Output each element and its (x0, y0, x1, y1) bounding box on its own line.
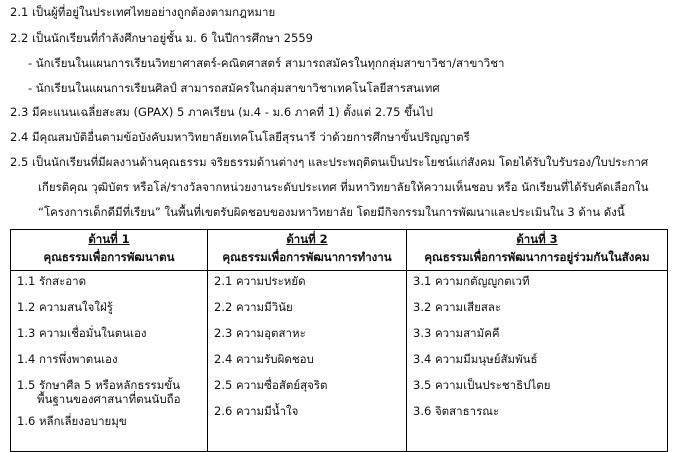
criterion-2-2: 2.2 เป็นนักเรียนที่กำลังศึกษาอยู่ชั้น ม. 6 ในปีการศึกษา 2559 (10, 31, 313, 45)
criterion-2-3: 2.3 มีคะแนนเฉลี่ยสะสม (GPAX) 5 ภาคเรียน (ม.4 - ม.6 ภาคที่ 1) ตั้งแต่ 2.75 ขึ้นไป (10, 105, 433, 119)
aspect-3-title: คุณธรรมเพื่อการพัฒนาการอยู่ร่วมกันในสังคม (424, 249, 650, 264)
header-aspect-1 (11, 230, 208, 271)
criterion-2-5-line-2: เกียรติคุณ วุฒิบัตร หรือโล่/รางวัลจากหน่วยงานระดับประเทศ ที่มหาวิทยาลัยให้ความเห็นชอบ หรือ นักเรียนที่ได้รับคัดเลือกใน (38, 180, 649, 194)
list-item: 2.3 ความอุตสาหะ (214, 326, 306, 340)
virtue-table (10, 229, 668, 452)
list-item: 2.1 ความประหยัด (214, 274, 306, 288)
criterion-2-2-science-track: - นักเรียนในแผนการเรียนวิทยาศาสตร์-คณิตศาสตร์ สามารถสมัครในทุกกลุ่มสาขาวิชา/สาขาวิชา (28, 56, 505, 70)
list-item: 3.2 ความเสียสละ (413, 300, 502, 314)
list-item: 2.2 ความมีวินัย (214, 300, 293, 314)
list-item: 3.4 ความมีมนุษย์สัมพันธ์ (413, 352, 538, 366)
criterion-2-5-line-3: “โครงการเด็กดีมีที่เรียน” ในพื้นที่เขตรับผิดชอบของมหาวิทยาลัย โดยมีกิจกรรมในการพัฒนาและประเมินใน 3 ด้าน ดังนี้ (38, 205, 625, 219)
aspect-1-title: คุณธรรมเพื่อการพัฒนาตน (43, 249, 175, 264)
list-item (11, 379, 207, 411)
header-aspect-2 (208, 230, 407, 271)
aspect-1-heading: ด้านที่ 1 (88, 232, 130, 246)
list-item: 1.6 หลีกเลี่ยงอบายมุข (17, 414, 127, 428)
criterion-2-2-arts-track: - นักเรียนในแผนการเรียนศิลป์ สามารถสมัครในกลุ่มสาขาวิชาเทคโนโลยีสารสนเทศ (28, 81, 440, 95)
list-item: 1.1 รักสะอาด (17, 274, 87, 288)
aspect-3-list (407, 271, 668, 452)
table-header-row (11, 230, 668, 271)
aspect-1-list (11, 271, 208, 452)
criterion-2-5-line-1: 2.5 เป็นนักเรียนที่มีผลงานด้านคุณธรรม จริยธรรมด้านต่างๆ และประพฤติตนเป็นประโยชน์แก่สังคม โดยได้รับใบรับรอง/ใบประกาศ (10, 155, 649, 169)
list-item: 2.6 ความมีน้ำใจ (214, 404, 299, 418)
list-item: 3.1 ความกตัญญูกตเวที (413, 274, 530, 288)
list-item: 3.3 ความสามัคคี (413, 326, 500, 340)
list-item: 3.6 จิตสาธารณะ (413, 404, 500, 418)
list-item: 3.5 ความเป็นประชาธิปไตย (413, 378, 551, 392)
header-aspect-3 (407, 230, 668, 271)
aspect-2-heading: ด้านที่ 2 (286, 232, 328, 246)
aspect-2-list (208, 271, 407, 452)
list-item: 2.5 ความซื่อสัตย์สุจริต (214, 378, 328, 392)
criterion-2-4: 2.4 มีคุณสมบัติอื่นตามข้อบังคับมหาวิทยาลัยเทคโนโลยีสุรนารี ว่าด้วยการศึกษาขั้นปริญญาตรี (10, 130, 470, 144)
aspect-3-heading: ด้านที่ 3 (516, 232, 558, 246)
list-item-line: 1.5 รักษาศีล 5 หรือหลักธรรมขั้น (17, 378, 181, 392)
criterion-2-1: 2.1 เป็นผู้ที่อยู่ในประเทศไทยอย่างถูกต้องตามกฎหมาย (10, 5, 276, 19)
aspect-2-title: คุณธรรมเพื่อการพัฒนาการทำงาน (222, 249, 392, 264)
list-item: 2.4 ความรับผิดชอบ (214, 352, 314, 366)
table-body-row (11, 271, 668, 452)
list-item: 1.2 ความสนใจใฝ่รู้ (17, 300, 113, 314)
list-item: 1.4 การพึ่งพาตนเอง (17, 352, 118, 366)
list-item: 1.3 ความเชื่อมั่นในตนเอง (17, 326, 147, 340)
list-item-continuation: พื้นฐานของศาสนาที่ตนนับถือ (37, 391, 181, 406)
